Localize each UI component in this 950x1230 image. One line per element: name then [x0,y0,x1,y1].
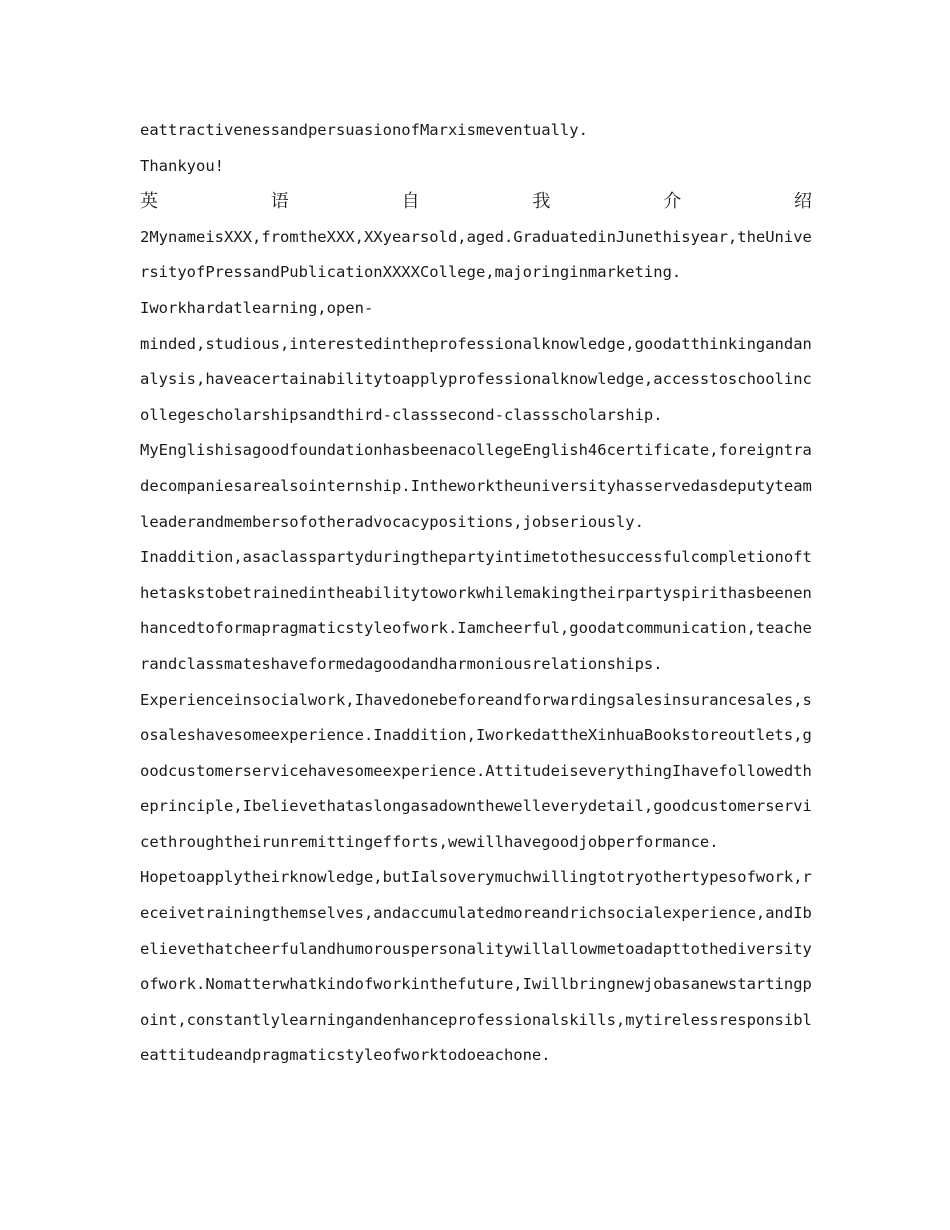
text-line: Inaddition,asaclasspartyduringthepartyintimetothesuccessfulcompletionoft [140,548,812,567]
paragraph [140,291,812,327]
text-line: eceivetrainingthemselves,andaccumulatedmoreandrichsocialexperience,andIb [140,904,812,923]
heading-char: 自 [401,191,420,213]
paragraph [140,327,812,434]
text-line: cethroughtheirunremittingefforts,wewillhavegoodjobperformance. [140,832,719,851]
paragraph [140,860,812,1074]
text-line: decompaniesarealsointernship.Intheworktheuniversityhasservedasdeputyteam [140,476,812,495]
text-line: Hopetoapplytheirknowledge,butIalsoverymuchwillingtotryothertypesofwork,r [140,868,812,887]
text-line: hetaskstobetrainedintheabilitytoworkwhilemakingtheirpartyspirithasbeenen [140,583,812,602]
paragraph [140,540,812,682]
text-line: oodcustomerservicehavesomeexperience.AttitudeiseverythingIhavefollowedth [140,761,812,780]
text-line: MyEnglishisagoodfoundationhasbeenacollegeEnglish46certificate,foreigntra [140,441,812,460]
text-line: ollegescholarshipsandthird-classsecond-classscholarship. [140,405,663,424]
text-line: eattitudeandpragmaticstyleofworktodoeachone. [140,1046,551,1065]
text-line: Thankyou! [140,156,224,175]
heading-char: 语 [270,191,289,213]
paragraph [140,683,812,861]
text-line: alysis,haveacertainabilitytoapplyprofessionalknowledge,accesstoschoolinc [140,370,812,389]
text-line: oint,constantlylearningandenhanceprofessionalskills,mytirelessresponsibl [140,1010,812,1029]
paragraph [140,220,812,291]
text-line: Experienceinsocialwork,Ihavedonebeforeandforwardingsalesinsurancesales,s [140,690,812,709]
text-line: eattractivenessandpersuasionofMarxismeventually. [140,121,588,139]
heading-char: 我 [532,191,551,213]
text-line: 2MynameisXXX,fromtheXXX,XXyearsold,aged.GraduatedinJunethisyear,theUnive [140,227,812,246]
heading-char: 绍 [793,191,812,213]
text-line: eprinciple,Ibelievethataslongasadownthewelleverydetail,goodcustomerservi [140,797,812,816]
text-line: Iworkhardatlearning,open- [140,298,374,317]
text-line: ofwork.Nomatterwhatkindofworkinthefuture,Iwillbringnewjobasanewstartingp [140,975,812,994]
text-line: rsityofPressandPublicationXXXXCollege,majoringinmarketing. [140,263,682,282]
text-line: osaleshavesomeexperience.Inaddition,IworkedattheXinhuaBookstoreoutlets,g [140,726,812,745]
text-line: minded,studious,interestedintheprofessionalknowledge,goodatthinkingandan [140,334,812,353]
paragraph [140,433,812,540]
heading-char: 介 [663,191,682,213]
text-line: randclassmateshaveformedagoodandharmoniousrelationships. [140,654,663,673]
text-line: hancedtoformapragmaticstyleofwork.Iamcheerful,goodatcommunication,teache [140,619,812,638]
text-line: leaderandmembersofotheradvocacypositions,jobseriously. [140,512,644,531]
text-line: elievethatcheerfulandhumorouspersonalitywillallowmetoadapttothediversity [140,939,812,958]
document-body [140,113,812,1074]
heading-char: 英 [140,191,158,213]
section-heading [140,184,812,220]
